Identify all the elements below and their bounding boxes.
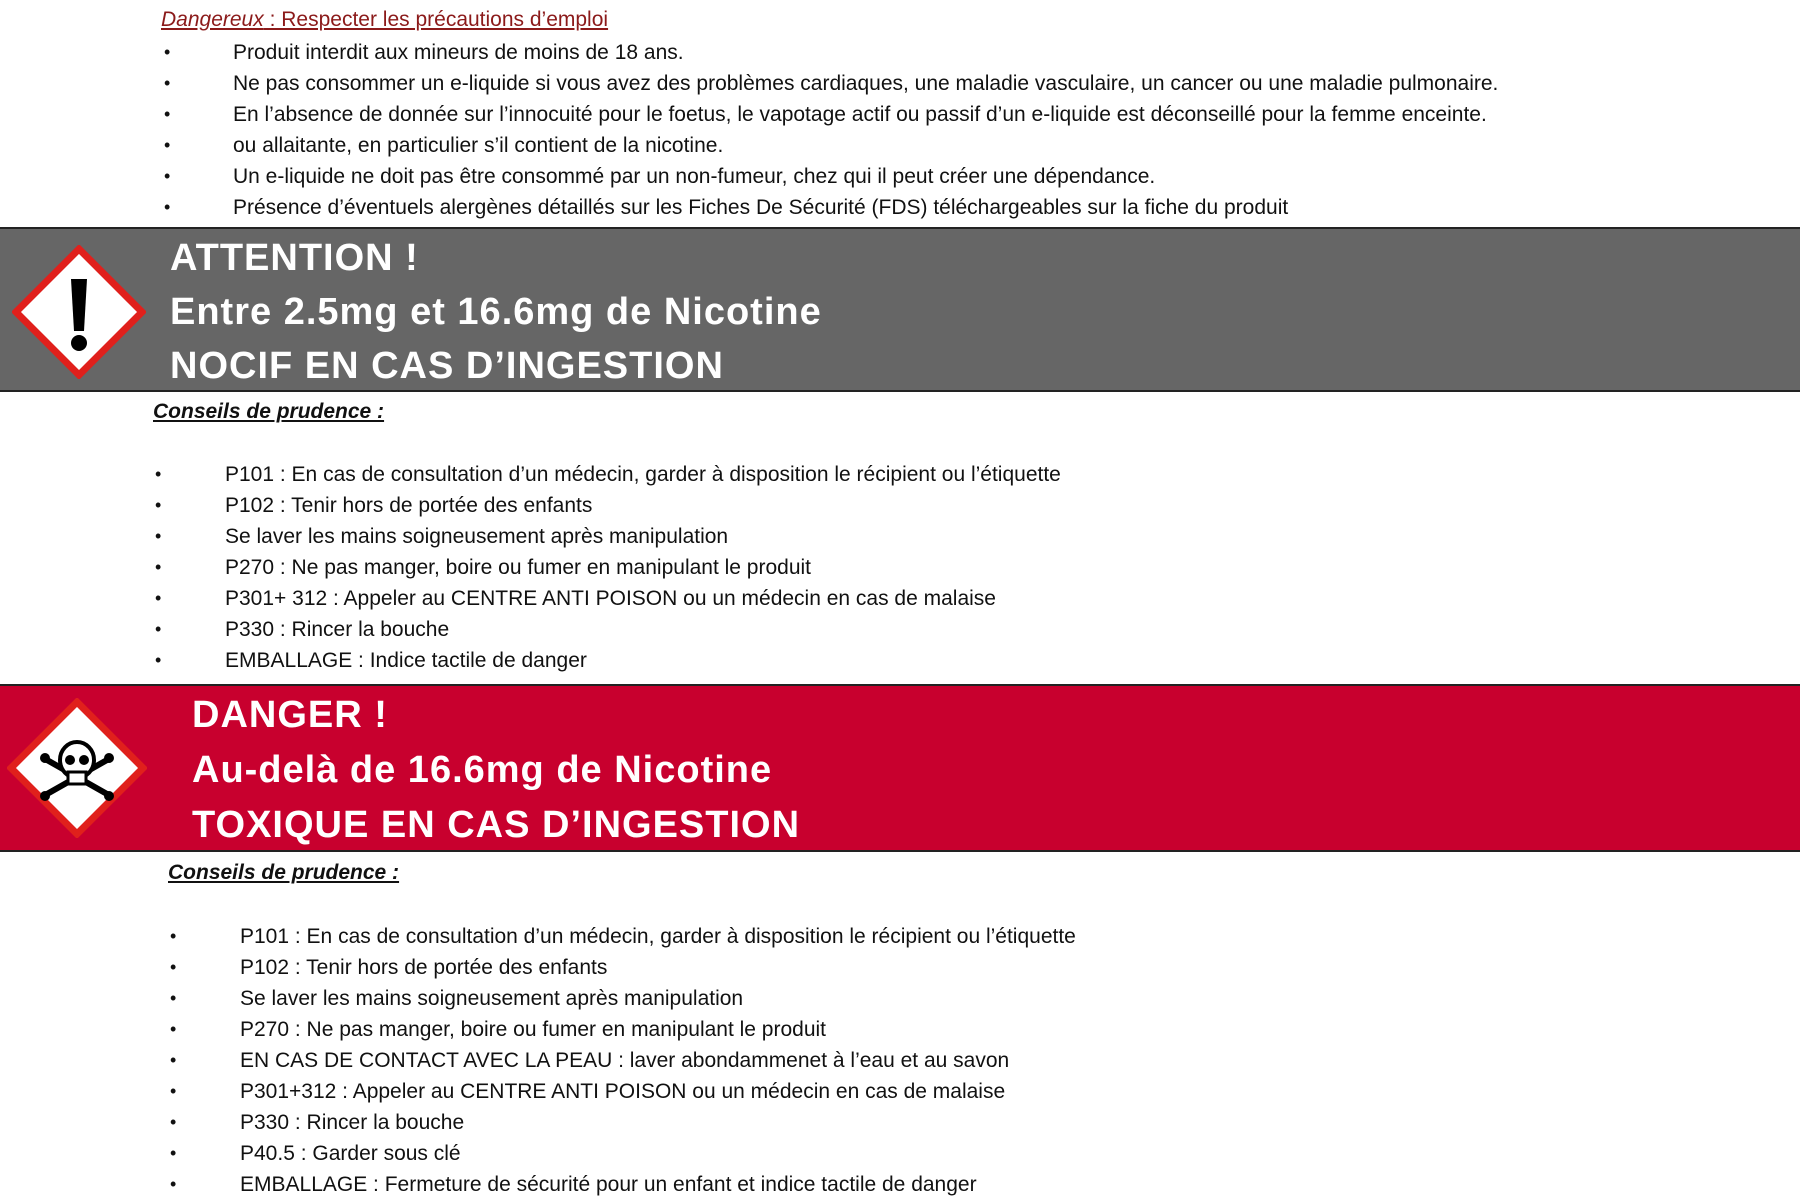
banner-heading: ATTENTION ! [170,237,419,279]
bullet: • [155,650,162,670]
item-text: EN CAS DE CONTACT AVEC LA PEAU : laver abondammenet à l’eau et au savon [240,1049,1010,1072]
section-title [161,8,608,32]
item-text: P301+312 : Appeler au CENTRE ANTI POISON ou un médecin en cas de malaise [240,1080,1006,1103]
banner-hazard: TOXIQUE EN CAS D’INGESTION [192,804,801,846]
bullet: • [170,1112,177,1132]
bullet: • [170,1174,177,1194]
item-text: P102 : Tenir hors de portée des enfants [240,956,608,979]
attention-banner [0,227,1800,392]
item-text: P270 : Ne pas manger, boire ou fumer en manipulant le produit [240,1018,827,1041]
item-text: EMBALLAGE : Indice tactile de danger [225,649,587,672]
title-rest: : Respecter les précautions d’emploi [263,8,609,31]
item-text: Se laver les mains soigneusement après manipulation [240,987,744,1010]
item-text: Présence d’éventuels alergènes détaillés sur les Fiches De Sécurité (FDS) téléchargeables sur la fiche du produit [233,196,1289,219]
bullet: • [155,526,162,546]
exclamation-hazard-icon [12,245,146,379]
item-text: Un e-liquide ne doit pas être consommé par un non-fumeur, chez qui il peut créer une dépendance. [233,165,1156,188]
item-text: ou allaitante, en particulier s’il contient de la nicotine. [233,134,724,157]
item-text: P330 : Rincer la bouche [225,618,450,641]
item-text: Produit interdit aux mineurs de moins de 18 ans. [233,41,684,64]
item-text: P102 : Tenir hors de portée des enfants [225,494,593,517]
item-text: Ne pas consommer un e-liquide si vous avez des problèmes cardiaques, une maladie vasculaire, un cancer ou une maladie pulmonaire. [233,72,1499,95]
danger-banner [0,684,1800,852]
bullet: • [164,135,171,155]
bullet: • [155,619,162,639]
bullet: • [170,926,177,946]
bullet: • [170,1019,177,1039]
banner-heading: DANGER ! [192,694,388,736]
banner-hazard: NOCIF EN CAS D’INGESTION [170,345,724,387]
bullet: • [164,197,171,217]
item-text: P330 : Rincer la bouche [240,1111,465,1134]
bullet: • [164,104,171,124]
item-text: Se laver les mains soigneusement après manipulation [225,525,729,548]
item-text: P270 : Ne pas manger, boire ou fumer en manipulant le produit [225,556,812,579]
bullet: • [170,1081,177,1101]
bullet: • [170,1050,177,1070]
item-text: P301+ 312 : Appeler au CENTRE ANTI POISON ou un médecin en cas de malaise [225,587,996,610]
title-dangereux: Dangereux [161,8,264,31]
banner-concentration: Au-delà de 16.6mg de Nicotine [192,749,773,791]
bullet: • [155,588,162,608]
bullet: • [170,1143,177,1163]
bullet: • [164,73,171,93]
item-text: EMBALLAGE : Fermeture de sécurité pour un enfant et indice tactile de danger [240,1173,977,1196]
item-text: P101 : En cas de consultation d’un médecin, garder à disposition le récipient ou l’étiquette [240,925,1076,948]
bullet: • [155,557,162,577]
bullet: • [170,957,177,977]
bullet: • [170,988,177,1008]
bullet: • [155,464,162,484]
skull-crossbones-hazard-icon [7,698,147,838]
item-text: P101 : En cas de consultation d’un médecin, garder à disposition le récipient ou l’étiquette [225,463,1061,486]
conseils-title: Conseils de prudence : [168,861,400,884]
item-text: En l’absence de donnée sur l’innocuité pour le foetus, le vapotage actif ou passif d’un e-liquide est déconseillé pour la femme enceinte. [233,103,1487,126]
banner-concentration: Entre 2.5mg et 16.6mg de Nicotine [170,291,822,333]
conseils-title: Conseils de prudence : [153,400,385,423]
bullet: • [155,495,162,515]
item-text: P40.5 : Garder sous clé [240,1142,461,1165]
bullet: • [164,42,171,62]
bullet: • [164,166,171,186]
